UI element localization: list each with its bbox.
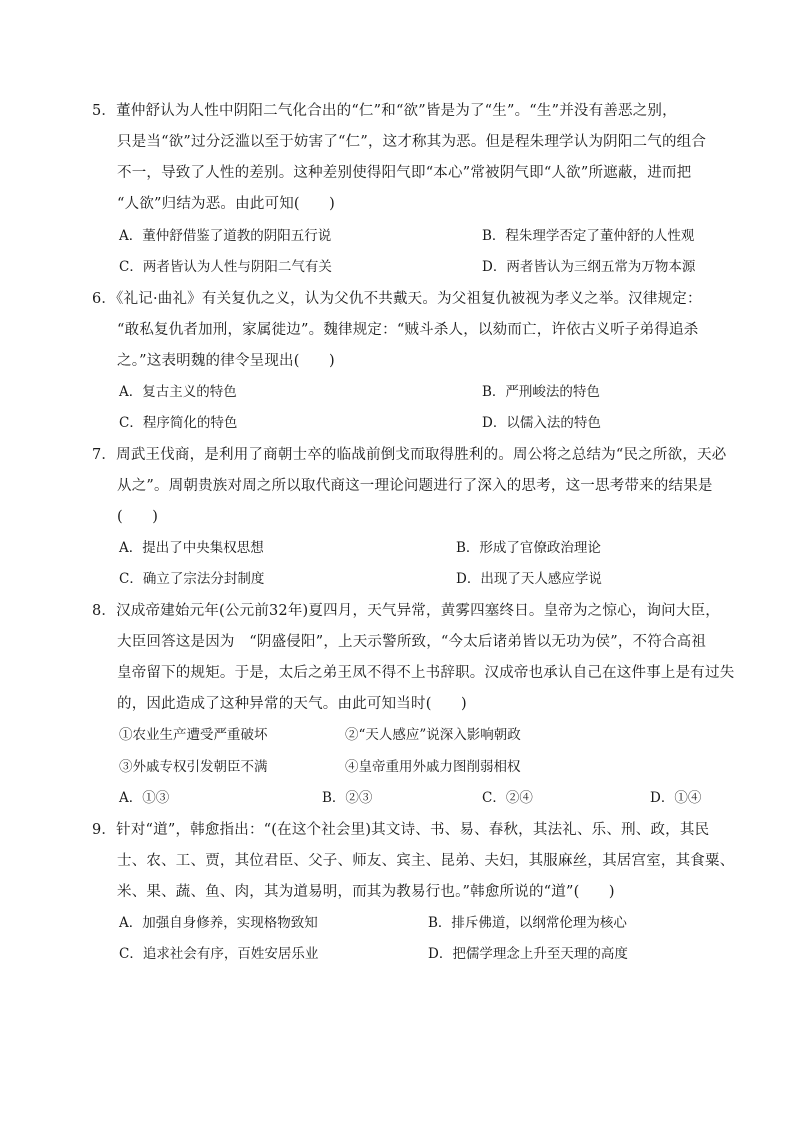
question-5-option-d: D．两者皆认为三纲五常为万物本源 — [482, 259, 696, 275]
question-5-option-b: B．程朱理学否定了董仲舒的人性观 — [482, 228, 695, 244]
question-6-line-1: 6．《礼记·曲礼》有关复仇之义，认为父仇不共戴天。为父祖复仇被视为孝义之举。汉律规定： — [92, 291, 702, 307]
question-6-line-2: “敢私复仇者加刑，家属徙边”。魏律规定：“贼斗杀人，以劾而亡，许依古义听子弟得追杀 — [117, 322, 699, 338]
question-5-line-2: 只是当“欲”过分泛滥以至于妨害了“仁”，这才称其为恶。但是程朱理学认为阴阳二气的组合 — [117, 134, 707, 150]
question-7-option-b: B．形成了官僚政治理论 — [456, 540, 601, 556]
question-5-option-a: A．董仲舒借鉴了道教的阴阳五行说 — [119, 228, 332, 244]
question-6-option-b: B．严刑峻法的特色 — [482, 384, 600, 400]
question-8-line-3: 皇帝留下的规矩。于是，太后之弟王凤不得不上书辞职。汉成帝也承认自己在这件事上是有过失 — [117, 665, 735, 681]
question-6-line-3: 之。”这表明魏的律令呈现出( ) — [117, 353, 335, 369]
question-9-option-c: C．追求社会有序，百姓安居乐业 — [119, 946, 319, 962]
question-8-option-a: A．①③ — [119, 790, 170, 806]
question-8-option-d: D．①④ — [650, 790, 702, 806]
question-8-statement-4: ④皇帝重用外戚力图削弱相权 — [345, 759, 521, 775]
question-6-option-d: D．以儒入法的特色 — [482, 415, 601, 431]
question-9-line-1: 9．针对“道”，韩愈指出：“(在这个社会里)其文诗、书、易、春秋，其法礼、乐、刑、政，其民 — [92, 822, 710, 838]
question-9-option-b: B．排斥佛道，以纲常伦理为核心 — [428, 915, 627, 931]
question-8-line-4: 的，因此造成了这种异常的天气。由此可知当时( ) — [117, 696, 467, 712]
question-8-statement-3: ③外戚专权引发朝臣不满 — [119, 759, 268, 775]
question-5-line-3: 不一，导致了人性的差别。这种差别使得阳气即“本心”常被阴气即“人欲”所遮蔽，进而把 — [117, 165, 692, 181]
question-7-line-2: 从之”。周朝贵族对周之所以取代商这一理论问题进行了深入的思考，这一思考带来的结果是 — [117, 478, 713, 494]
question-8-statement-1: ①农业生产遭受严重破坏 — [119, 727, 268, 743]
question-5-line-1: 5．董仲舒认为人性中阴阳二气化合出的“仁”和“欲”皆是为了“生”。“生”并没有善恶之别， — [92, 103, 677, 119]
question-7-option-c: C．确立了宗法分封制度 — [119, 571, 265, 587]
question-9-option-d: D．把儒学理念上升至天理的高度 — [428, 946, 628, 962]
question-8-option-c: C．②④ — [482, 790, 533, 806]
question-9-option-a: A．加强自身修养，实现格物致知 — [119, 915, 318, 931]
question-9-line-3: 米、果、蔬、鱼、肉，其为道易明，而其为教易行也。”韩愈所说的“道”( ) — [117, 884, 615, 900]
question-6-option-a: A．复古主义的特色 — [119, 384, 237, 400]
question-8-line-1: 8．汉成帝建始元年(公元前32年)夏四月，天气异常，黄雾四塞终日。皇帝为之惊心，询问大臣， — [92, 603, 720, 619]
question-8-line-2: 大臣回答这是因为 “阴盛侵阳”，上天示警所致，“今太后诸弟皆以无功为侯”，不符合高祖 — [117, 634, 707, 650]
question-5-line-4: “人欲”归结为恶。由此可知( ) — [117, 196, 336, 212]
question-7-line-3: ( ) — [117, 509, 159, 525]
question-7-line-1: 7．周武王伐商，是利用了商朝士卒的临战前倒戈而取得胜利的。周公将之总结为“民之所欲，天必 — [92, 447, 727, 463]
question-8-option-b: B．②③ — [322, 790, 373, 806]
question-7-option-d: D．出现了天人感应学说 — [456, 571, 602, 587]
question-7-option-a: A．提出了中央集权思想 — [119, 540, 264, 556]
question-9-line-2: 士、农、工、贾，其位君臣、父子、师友、宾主、昆弟、夫妇，其服麻丝，其居宫室，其食粟、 — [117, 853, 735, 869]
question-5-option-c: C．两者皆认为人性与阴阳二气有关 — [119, 259, 332, 275]
question-6-option-c: C．程序简化的特色 — [119, 415, 238, 431]
question-8-statement-2: ②“天人感应”说深入影响朝政 — [345, 727, 521, 743]
